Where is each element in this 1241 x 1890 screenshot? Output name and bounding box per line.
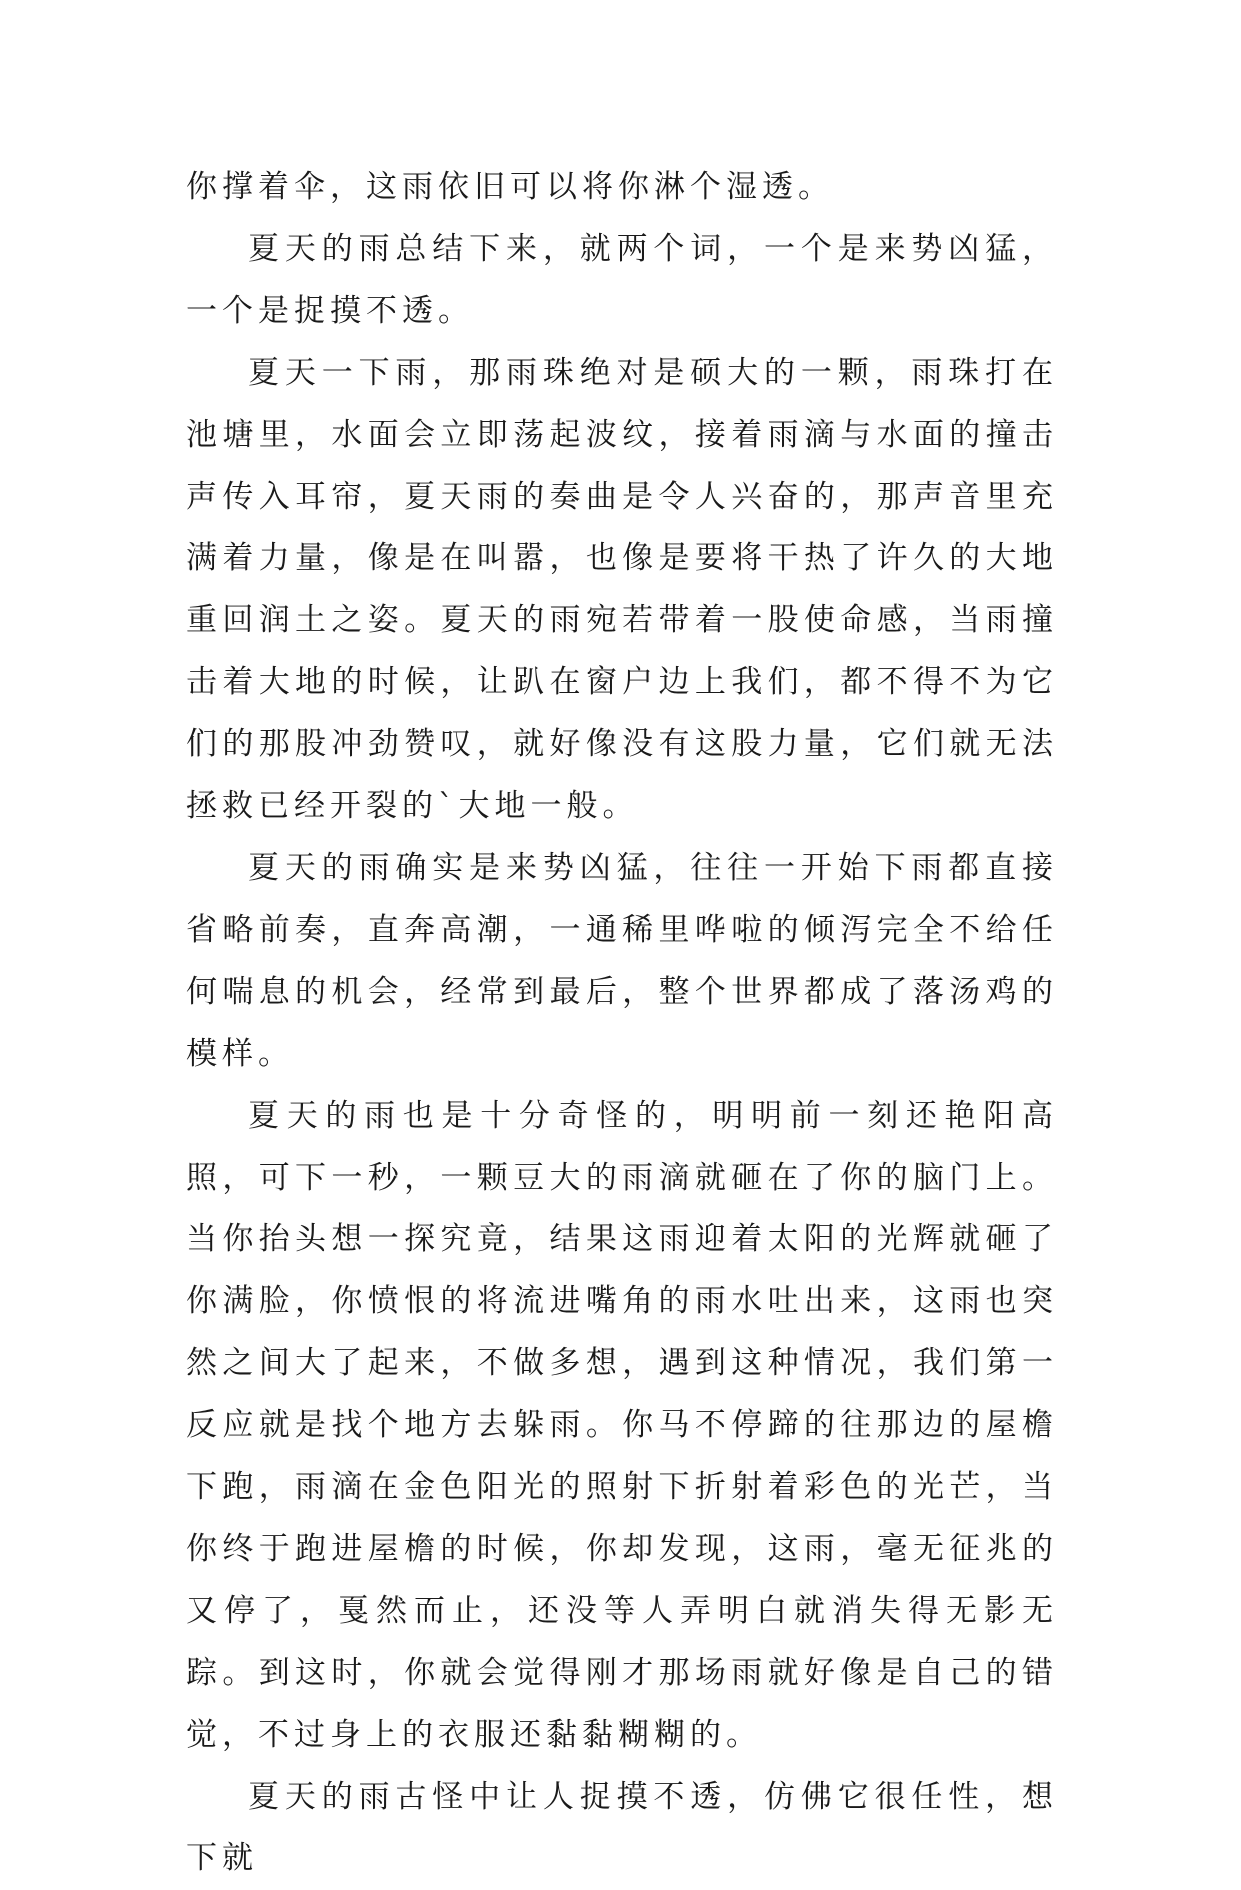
document-body	[186, 157, 1058, 1890]
paragraph: 夏天的雨也是十分奇怪的，明明前一刻还艳阳高照，可下一秒，一颗豆大的雨滴就砸在了你的脑门上。当你抬头想一探究竟，结果这雨迎着太阳的光辉就砸了你满脸，你愤恨的将流进嘴角的雨水吐出来，这雨也突然之间大了起来，不做多想，遇到这种情况，我们第一反应就是找个地方去躲雨。你马不停蹄的往那边的屋檐下跑，雨滴在金色阳光的照射下折射着彩色的光芒，当你终于跑进屋檐的时候，你却发现，这雨，毫无征兆的又停了，戛然而止，还没等人弄明白就消失得无影无踪。到这时，你就会觉得刚才那场雨就好像是自己的错觉，不过身上的衣服还黏黏糊糊的。	[186, 1097, 1058, 1753]
paragraph-continuation: 你撑着伞，这雨依旧可以将你淋个湿透。	[186, 169, 834, 205]
paragraph: 夏天的雨确实是来势凶猛，往往一开始下雨都直接省略前奏，直奔高潮，一通稀里哗啦的倾泻完全不给任何喘息的机会，经常到最后，整个世界都成了落汤鸡的模样。	[186, 849, 1058, 1072]
paragraph: 夏天一下雨，那雨珠绝对是硕大的一颗，雨珠打在池塘里，水面会立即荡起波纹，接着雨滴与水面的撞击声传入耳帘，夏天雨的奏曲是令人兴奋的，那声音里充满着力量，像是在叫嚣，也像是要将干热了许久的大地重回润土之姿。夏天的雨宛若带着一股使命感，当雨撞击着大地的时候，让趴在窗户边上我们，都不得不为它们的那股冲劲赞叹，就好像没有这股力量，它们就无法拯救已经开裂的`大地一般。	[186, 354, 1058, 825]
paragraph: 夏天的雨总结下来，就两个词，一个是来势凶猛，一个是捉摸不透。	[186, 230, 1058, 329]
paragraph: 夏天的雨古怪中让人捉摸不透，仿佛它很任性，想下就	[186, 1778, 1058, 1877]
